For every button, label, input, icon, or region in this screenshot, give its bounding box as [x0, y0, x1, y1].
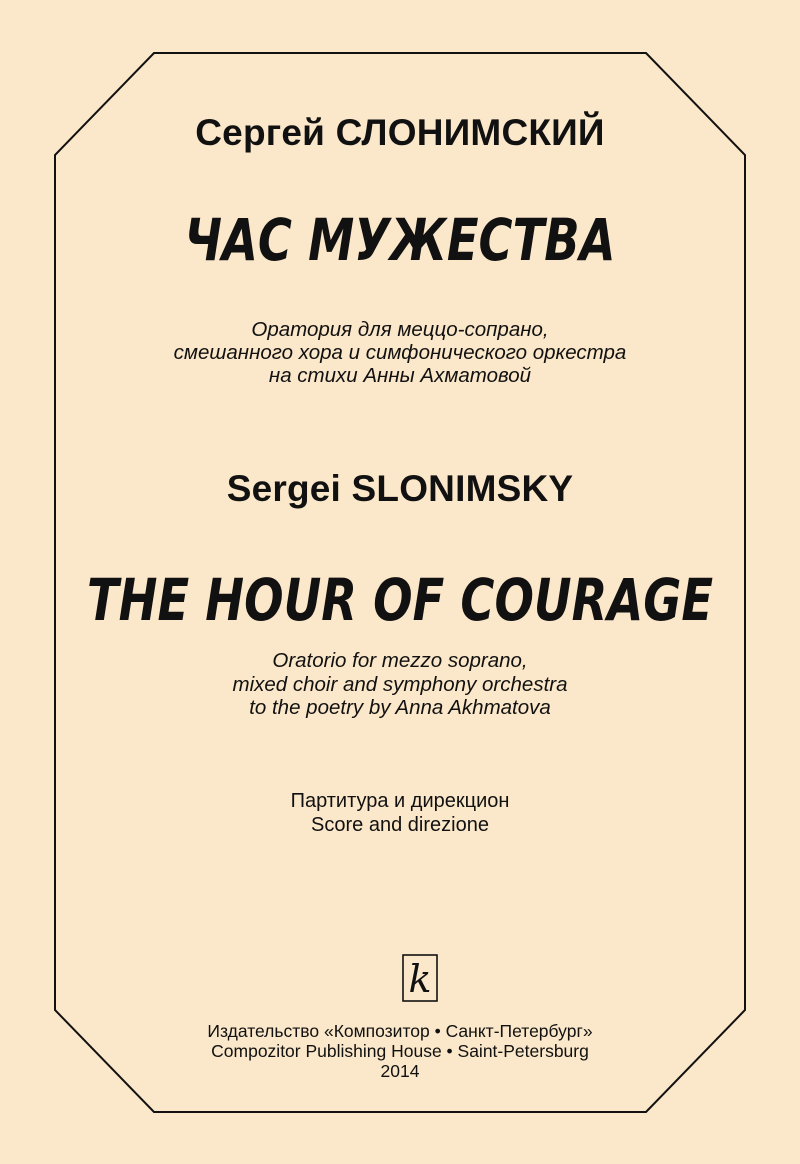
author-en: Sergei SLONIMSKY: [226, 468, 574, 509]
subtitle-ru-line: смешанного хора и симфонического оркестра: [173, 341, 627, 364]
subtitle-ru-line: на стихи Анны Ахматовой: [268, 364, 532, 387]
publisher-logo-letter: k: [408, 957, 432, 1001]
edition-ru: Партитура и дирекцион: [290, 790, 510, 812]
edition-en: Score and direzione: [311, 814, 489, 836]
author-ru: Сергей СЛОНИМСКИЙ: [195, 112, 605, 153]
subtitle-ru-line: Оратория для меццо-сопрано,: [251, 318, 549, 341]
title-ru: ЧАС МУЖЕСТВА: [184, 206, 616, 274]
publication-year: 2014: [380, 1061, 420, 1081]
publisher-ru: Издательство «Композитор • Санкт-Петербург»: [207, 1021, 593, 1041]
subtitle-en-line: Oratorio for mezzo soprano,: [272, 649, 528, 672]
subtitle-en-line: mixed choir and symphony orchestra: [232, 673, 568, 696]
subtitle-en-line: to the poetry by Anna Akhmatova: [249, 696, 551, 719]
publisher-en: Compozitor Publishing House • Saint-Petersburg: [211, 1041, 589, 1061]
title-en: THE HOUR OF COURAGE: [86, 566, 714, 634]
publisher-logo-icon: [402, 954, 438, 1002]
